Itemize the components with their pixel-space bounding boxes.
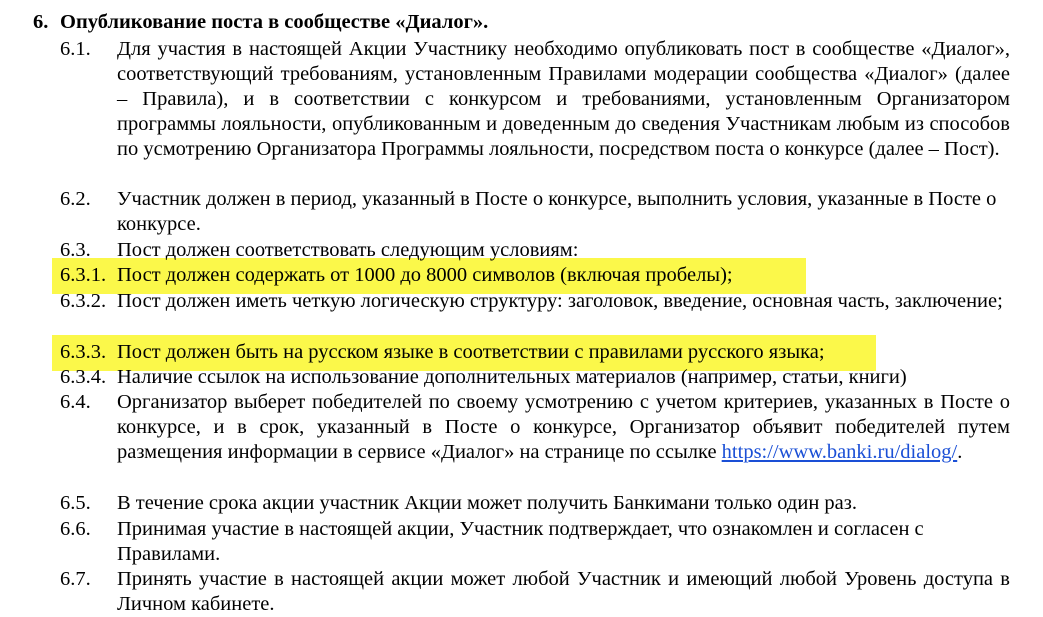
- item-text: [117, 390, 1010, 465]
- item-number: 6.3.4.: [60, 366, 107, 388]
- item-number: 6.5.: [60, 492, 91, 514]
- item-number: 6.3.3.: [60, 341, 107, 363]
- list-item-highlighted: [60, 263, 1010, 288]
- item-text: Для участия в настоящей Акции Участнику необходимо опубликовать пост в сообществе «Диалог», соответствующий требованиям, установленным Правилами модерации сообщества «Диалог» (далее – Правила), и в соответствии с конкурсом и требованиями, установленным Организатором программы лояльности, опубликованным и доведенным до сведения Участникам любым из способов по усмотрению Организатора Программы лояльности, посредством поста о конкурсе (далее – Пост).: [117, 38, 1010, 160]
- item-text-body: Организатор выберет победителей по своему усмотрению с учетом критериев, указанных в Посте о конкурсе, и в срок, указанный в Посте о конкурсе, Организатор объявит победителей путем размещения информации в сервисе «Диалог» на странице по ссылке: [117, 391, 1010, 463]
- section-heading: [33, 10, 488, 35]
- section-number: 6.: [33, 11, 49, 33]
- item-text: Наличие ссылок на использование дополнительных материалов (например, статьи, книги): [117, 366, 907, 388]
- item-text: Участник должен в период, указанный в Посте о конкурсе, выполнить условия, указанные в Посте о конкурсе.: [117, 188, 997, 235]
- item-number: 6.2.: [60, 188, 91, 210]
- item-text: Пост должен иметь четкую логическую структуру: заголовок, введение, основная часть, заключение;: [117, 290, 1003, 312]
- item-text: Принять участие в настоящей акции может любой Участник и имеющий любой Уровень доступа в Личном кабинете.: [117, 568, 1010, 615]
- list-item: [60, 567, 1010, 617]
- item-number: 6.3.2.: [60, 290, 107, 312]
- item-text: Пост должен соответствовать следующим условиям:: [117, 239, 579, 261]
- item-text: В течение срока акции участник Акции может получить Банкимани только один раз.: [117, 492, 858, 514]
- dialog-link[interactable]: https://www.banki.ru/dialog/: [721, 441, 958, 463]
- list-item-highlighted: [60, 340, 1010, 365]
- item-number: 6.3.: [60, 239, 91, 261]
- item-number: 6.6.: [60, 518, 91, 540]
- list-item: [60, 390, 1010, 465]
- item-number: 6.3.1.: [60, 264, 107, 286]
- list-item: [60, 238, 1010, 263]
- list-item: [60, 517, 1010, 567]
- item-number: 6.4.: [60, 391, 91, 413]
- item-number: 6.1.: [60, 38, 91, 60]
- list-item: [60, 37, 1010, 162]
- item-text-tail: .: [957, 441, 963, 463]
- item-text: Пост должен содержать от 1000 до 8000 символов (включая пробелы);: [117, 264, 733, 286]
- list-item: [60, 187, 1010, 237]
- item-text: Принимая участие в настоящей акции, Участник подтверждает, что ознакомлен и согласен с Правилами.: [117, 518, 924, 565]
- item-number: 6.7.: [60, 568, 91, 590]
- list-item: [60, 365, 1010, 390]
- item-text: Пост должен быть на русском языке в соответствии с правилами русского языка;: [117, 341, 825, 363]
- section-title: Опубликование поста в сообществе «Диалог».: [60, 11, 489, 33]
- list-item: [60, 491, 1010, 516]
- list-item: [60, 289, 1010, 314]
